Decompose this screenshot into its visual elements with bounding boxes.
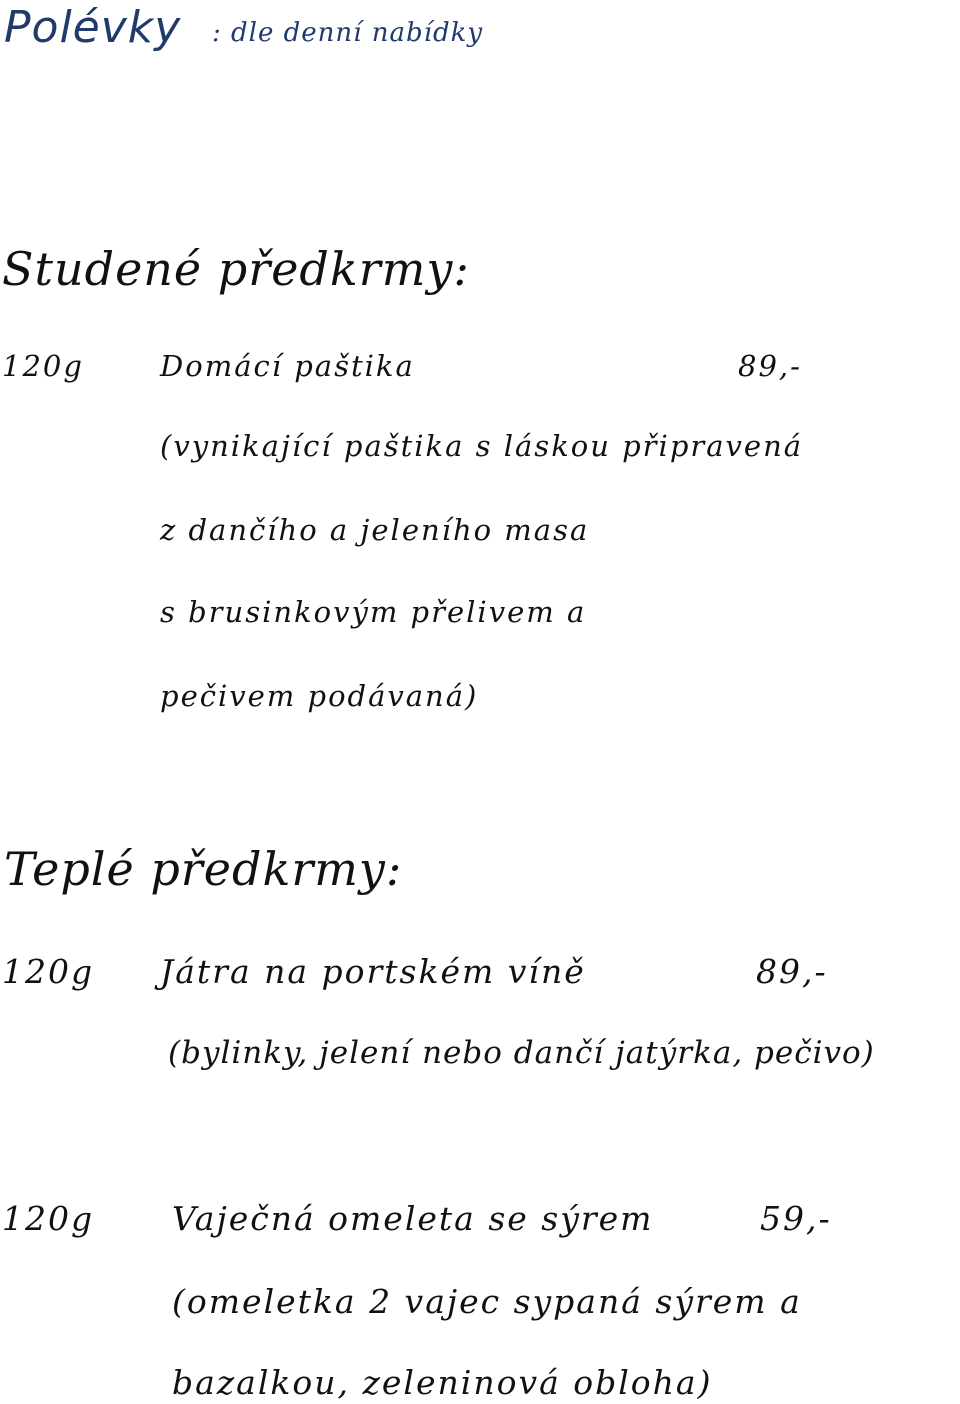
cold-item-description-line: (vynikající paštika s láskou připravená [160, 429, 804, 463]
warm-item-description-line: (bylinky, jelení nebo dančí jatýrka, pečivo) [168, 1035, 875, 1071]
warm-item-weight: 120g [2, 1199, 95, 1238]
cold-item-description-line: z dančího a jeleního masa [160, 513, 590, 547]
warm-item-weight: 120g [2, 952, 95, 991]
warm-item-price: 89,- [756, 952, 828, 991]
warm-item-name: Vaječná omeleta se sýrem [172, 1199, 654, 1238]
cold-item-name: Domácí paštika [160, 349, 415, 383]
soups-title: Polévky [4, 2, 182, 53]
warm-item-description-line: bazalkou, zeleninová obloha) [172, 1363, 713, 1402]
cold-item-description-line: s brusinkovým přelivem a [160, 595, 587, 629]
warm-item-price: 59,- [760, 1199, 832, 1238]
cold-item-weight: 120g [2, 349, 84, 383]
cold-starters-heading: Studené předkrmy: [2, 242, 470, 296]
cold-item-price: 89,- [738, 349, 802, 383]
warm-item-description-line: (omeletka 2 vajec sypaná sýrem a [172, 1282, 802, 1321]
cold-item-description-line: pečivem podávaná) [160, 679, 479, 713]
warm-starters-heading: Teplé předkrmy: [4, 842, 403, 896]
warm-item-name: Játra na portském víně [160, 952, 586, 991]
soups-note: : dle denní nabídky [212, 18, 484, 48]
